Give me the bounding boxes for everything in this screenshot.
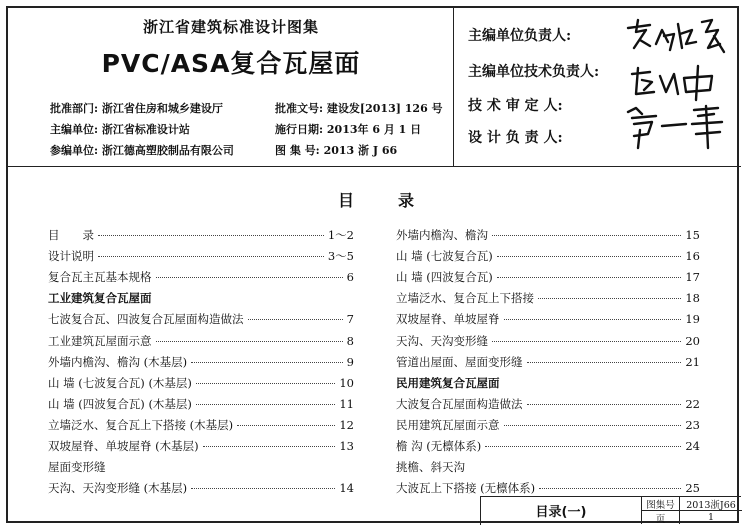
toc-page-number: 16 [685, 249, 700, 264]
toc-section-title: 民用建筑复合瓦屋面 [396, 375, 500, 390]
toc-page-number: 9 [346, 354, 354, 369]
toc-page-number: 14 [339, 481, 354, 496]
impl-date-label: 施行日期: [275, 123, 324, 136]
toc-entry-title: 外墙内檐沟、檐沟 [396, 228, 488, 242]
toc-leader-dots [497, 277, 682, 278]
toc-entry-title: 挑檐、斜天沟 [396, 460, 465, 475]
toc-page-number: 17 [685, 270, 700, 285]
toc-entry[interactable] [48, 480, 354, 499]
toc-entry[interactable] [48, 227, 354, 246]
toc-entry[interactable] [48, 290, 354, 309]
approval-dept-label: 批准部门: [50, 102, 99, 115]
toc-entry-title: 设计说明 [48, 249, 94, 264]
toc-leader-dots [196, 383, 335, 384]
drawing-frame [6, 6, 739, 523]
approval-dept [50, 100, 223, 116]
toc-entry[interactable] [48, 333, 354, 352]
page-label-cell: 页 [642, 511, 680, 524]
toc-entry-title: 立墙泛水、复合瓦上下搭接 [396, 291, 534, 306]
title-block [480, 496, 741, 525]
toc-entry[interactable] [396, 248, 700, 267]
toc-leader-dots [492, 341, 681, 342]
toc-leader-dots [196, 404, 335, 405]
toc-entry-title: 双坡屋脊、单坡屋脊 [396, 312, 500, 327]
toc-page-number: 25 [685, 481, 700, 496]
chief-unit [50, 121, 190, 137]
implementation-date [275, 121, 421, 137]
toc-entry[interactable] [396, 311, 700, 330]
toc-entry-title: 管道出屋面、屋面变形缝 [396, 354, 523, 369]
toc-leader-dots [98, 256, 324, 257]
header-divider [8, 166, 741, 167]
responsible-persons [454, 8, 741, 166]
toc-page-number: 24 [685, 439, 700, 453]
toc-leader-dots [237, 425, 335, 426]
toc-page-number: 7 [346, 312, 354, 327]
toc-entry[interactable] [396, 333, 700, 352]
approval-no-label: 批准文号: [275, 102, 324, 115]
toc-entry-title: 山 墙 (四波复合瓦) (木基层) [48, 396, 192, 411]
toc-entry[interactable] [48, 459, 354, 478]
toc-leader-dots [527, 362, 682, 363]
atlas-number [275, 142, 397, 158]
toc-page-number: 1～2 [327, 228, 354, 242]
toc-entry-title: 民用建筑瓦屋面示意 [396, 417, 500, 432]
approval-no [275, 100, 443, 116]
sheet-name: 目录(一) [481, 497, 642, 524]
toc-entry[interactable] [48, 354, 354, 373]
toc-page-number: 6 [346, 270, 354, 285]
toc-entry[interactable] [48, 375, 354, 394]
toc-page-number: 15 [685, 228, 700, 242]
toc-leader-dots [504, 319, 682, 320]
toc-entry-title: 复合瓦主瓦基本规格 [48, 270, 152, 285]
toc-leader-dots [539, 488, 681, 489]
toc-entry-title: 山 墙 (七波复合瓦) [396, 249, 493, 264]
toc-leader-dots [191, 488, 335, 489]
toc-entry-title: 天沟、天沟变形缝 [396, 333, 488, 348]
toc-page-number: 20 [685, 333, 700, 348]
toc-entry[interactable] [48, 438, 354, 457]
toc-leader-dots [98, 235, 324, 236]
toc-heading-right: 录 [398, 191, 415, 210]
header-info [8, 8, 454, 166]
toc-entry[interactable] [396, 417, 700, 436]
atlas-series: 浙江省建筑标准设计图集 [142, 18, 319, 36]
toc-leader-dots [203, 446, 336, 447]
toc-entry-title: 大波瓦上下搭接 (无檩体系) [396, 481, 536, 496]
toc-entry-title: 外墙内檐沟、檐沟 (木基层) [48, 354, 188, 369]
atlas-no-value: 2013 浙 J 66 [323, 144, 398, 157]
signature-chief-unit [620, 14, 730, 58]
toc-entry[interactable] [48, 417, 354, 436]
resp-tech-reviewer: 技 术 审 定 人: [468, 98, 563, 114]
toc-entry[interactable] [396, 396, 700, 415]
toc-entry-title: 山 墙 (七波复合瓦) (木基层) [48, 375, 192, 390]
participant-value: 浙江德高塑胶制品有限公司 [101, 144, 234, 157]
toc-page-number: 3～5 [327, 249, 354, 264]
page-value-cell: 1 [707, 512, 715, 523]
atlas-no-label-cell: 图集号 [642, 497, 680, 511]
toc-entry-title: 山 墙 (四波复合瓦) [396, 270, 493, 285]
toc-entry[interactable] [48, 311, 354, 330]
toc-heading-left: 目 [338, 191, 355, 210]
toc-leader-dots [156, 341, 343, 342]
signature-tech-chief [626, 64, 726, 102]
approval-dept-value: 浙江省住房和城乡建设厅 [101, 102, 223, 115]
toc-entry-title: 大波复合瓦屋面构造做法 [396, 396, 523, 411]
toc-page-number: 8 [346, 333, 354, 348]
toc-entry[interactable] [48, 248, 354, 267]
impl-date-value: 2013年 6 月 1 日 [326, 123, 422, 136]
toc-entry-title: 檐 沟 (无檩体系) [396, 439, 482, 453]
resp-chief-unit: 主编单位负责人: [468, 28, 572, 44]
toc-entry-title: 天沟、天沟变形缝 (木基层) [48, 481, 188, 496]
toc-section-title: 工业建筑复合瓦屋面 [48, 291, 152, 306]
toc-page-number: 13 [339, 439, 354, 453]
toc-entry[interactable] [48, 269, 354, 288]
toc-entry-title: 目 录 [48, 228, 94, 242]
toc-entry-title: 双坡屋脊、单坡屋脊 (木基层) [48, 439, 199, 453]
toc-leader-dots [492, 235, 681, 236]
toc-leader-dots [248, 319, 343, 320]
toc-page-number: 22 [685, 396, 700, 411]
toc-entry[interactable] [396, 459, 700, 478]
toc-entry[interactable] [396, 438, 700, 457]
toc-entry[interactable] [396, 290, 700, 309]
toc-entry-title: 七波复合瓦、四波复合瓦屋面构造做法 [48, 312, 244, 327]
toc-leader-dots [538, 298, 681, 299]
atlas-no-label: 图 集 号: [275, 144, 320, 157]
toc-entry[interactable] [396, 354, 700, 373]
toc-leader-dots [527, 404, 682, 405]
toc-entry[interactable] [48, 396, 354, 415]
toc-entry[interactable] [396, 269, 700, 288]
toc-leader-dots [191, 362, 343, 363]
signature-design-lead [622, 104, 732, 152]
toc-entry-title: 立墙泛水、复合瓦上下搭接 (木基层) [48, 417, 234, 432]
toc-page-number: 18 [685, 291, 700, 306]
participant-unit [50, 142, 234, 158]
resp-tech-chief: 主编单位技术负责人: [468, 64, 600, 80]
chief-unit-value: 浙江省标准设计站 [101, 123, 190, 136]
toc-entry-title: 工业建筑瓦屋面示意 [48, 333, 152, 348]
toc-leader-dots [156, 277, 343, 278]
toc-entry-title: 屋面变形缝 [48, 460, 106, 475]
toc-leader-dots [485, 446, 681, 447]
resp-design-lead: 设 计 负 责 人: [468, 130, 563, 146]
toc-entry[interactable] [396, 375, 700, 394]
toc-page-number: 12 [339, 417, 354, 432]
toc-leader-dots [497, 256, 682, 257]
toc-page-number: 21 [685, 354, 700, 369]
toc-page-number: 19 [685, 312, 700, 327]
toc-entry[interactable] [396, 227, 700, 246]
atlas-no-value-cell: 2013浙J66 [680, 497, 742, 511]
toc-page-number: 23 [685, 417, 700, 432]
toc-leader-dots [504, 425, 682, 426]
participant-label: 参编单位: [50, 144, 99, 157]
approval-no-value: 建设发[2013] 126 号 [326, 102, 443, 115]
atlas-title: PVC/ASA复合瓦屋面 [101, 49, 361, 78]
chief-unit-label: 主编单位: [50, 123, 99, 136]
toc-page-number: 10 [339, 375, 354, 390]
toc-page-number: 11 [339, 396, 354, 411]
